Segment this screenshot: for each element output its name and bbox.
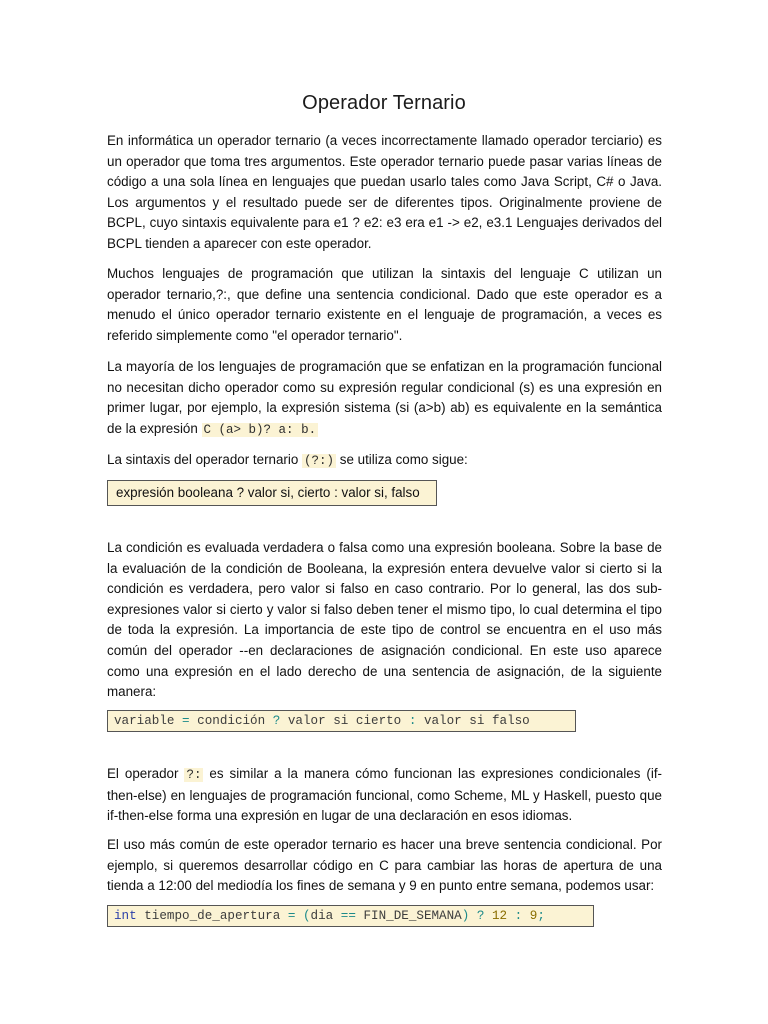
paragraph-functional-text: La mayoría de los lenguajes de programación que se enfatizan en la programación funcional no necesitan dicho operador como su expresión regular condicional (s) es una expresión en primer lugar, por ejemplo, la expresión sistema (si (a>b) ab) es equivalente en la semántica de la expresión	[107, 359, 662, 436]
paragraph-similar	[107, 764, 662, 827]
paragraph-condition: La condición es evaluada verdadera o falsa como una expresión booleana. Sobre la base de la evaluación de la condición de Booleana, la expresión entera devuelve valor si cierto si la condición es verdadera, pero valor si falso en caso contrario. Por lo general, las dos sub-expresiones valor si cierto y valor si falso deben tener el mismo tipo, lo cual determina el tipo de toda la expresión. La importancia de este tipo de control se encuentra en el uso más común del operador --en declaraciones de asignación condicional. En este uso aparece como una expresión en el lado derecho de una sentencia de asignación, de la siguiente manera:	[107, 540, 662, 700]
code-token: int	[114, 909, 137, 923]
code-token: =	[182, 714, 190, 728]
similar-text-after: es similar a la manera cómo funcionan las expresiones condicionales (if-then-else) en lenguajes de programación funcional, como Scheme, ML y Haskell, puesto que if-then-else forma una expresión en lugar de una declaración en esos idiomas.	[107, 766, 662, 824]
similar-text: El operador	[107, 766, 185, 781]
code-token: FIN_DE_SEMANA	[363, 909, 462, 923]
syntax-intro-text-after: se utiliza como sigue:	[336, 452, 468, 467]
paragraph-syntax-intro	[107, 450, 662, 472]
code-token: condición	[197, 714, 266, 728]
code-token: ;	[537, 909, 545, 923]
code-token: =	[287, 909, 296, 923]
code-token: )	[461, 909, 470, 923]
paragraph-c-languages: Muchos lenguajes de programación que utilizan la sintaxis del lenguaje C utilizan un operador ternario,?:, que define una sentencia condicional. Dado que este operador es a menudo el único operador ternario existente en el lenguaje de programación, a veces es referido simplemente como "el operador ternario".	[107, 266, 662, 343]
code-token: (	[302, 909, 311, 923]
code-token: variable	[114, 714, 175, 728]
code-token: :	[514, 909, 523, 923]
code-block-assignment	[107, 710, 576, 732]
paragraph-common-use: El uso más común de este operador ternario es hacer una breve sentencia condicional. Por ejemplo, si queremos desarrollar código en C para cambiar las horas de apertura de una tienda a 12:00 del mediodía los fines de semana y 9 en punto entre semana, podemos usar:	[107, 837, 662, 894]
syntax-box: expresión booleana ? valor si, cierto : valor si, falso	[107, 480, 437, 506]
code-token: 12	[491, 909, 508, 923]
syntax-intro-text: La sintaxis del operador ternario	[107, 452, 303, 467]
code-token: tiempo_de_apertura	[144, 909, 281, 923]
inline-code-operator: (?:)	[304, 454, 335, 468]
code-token: valor si falso	[423, 714, 530, 728]
paragraph-intro: En informática un operador ternario (a veces incorrectamente llamado operador terciario) es un operador que toma tres argumentos. Este operador ternario puede pasar varias líneas de código a una sola línea en lenguajes que puedan usarlo tales como Java Script, C# o Java. Los argumentos y el resultado puede ser de diferentes tipos. Originalmente proviene de BCPL, cuyo sintaxis equivalente para e1 ? e2: e3 era e1 -> e2, e3.1 Lenguajes derivados del BCPL tienden a aparecer con este operador.	[107, 133, 662, 251]
paragraph-functional	[107, 357, 662, 440]
inline-code-ternary: ?:	[186, 768, 202, 782]
code-token: ?	[476, 909, 485, 923]
code-token: 9	[529, 909, 538, 923]
page-title: Operador Ternario	[302, 92, 466, 114]
code-block-example	[107, 905, 594, 927]
code-token: ?	[272, 714, 281, 728]
code-token: valor si cierto	[287, 714, 402, 728]
code-token: dia	[310, 909, 334, 923]
code-token: ==	[340, 909, 356, 923]
inline-code-expression: C (a> b)? a: b.	[203, 422, 317, 437]
code-token: :	[408, 714, 417, 728]
